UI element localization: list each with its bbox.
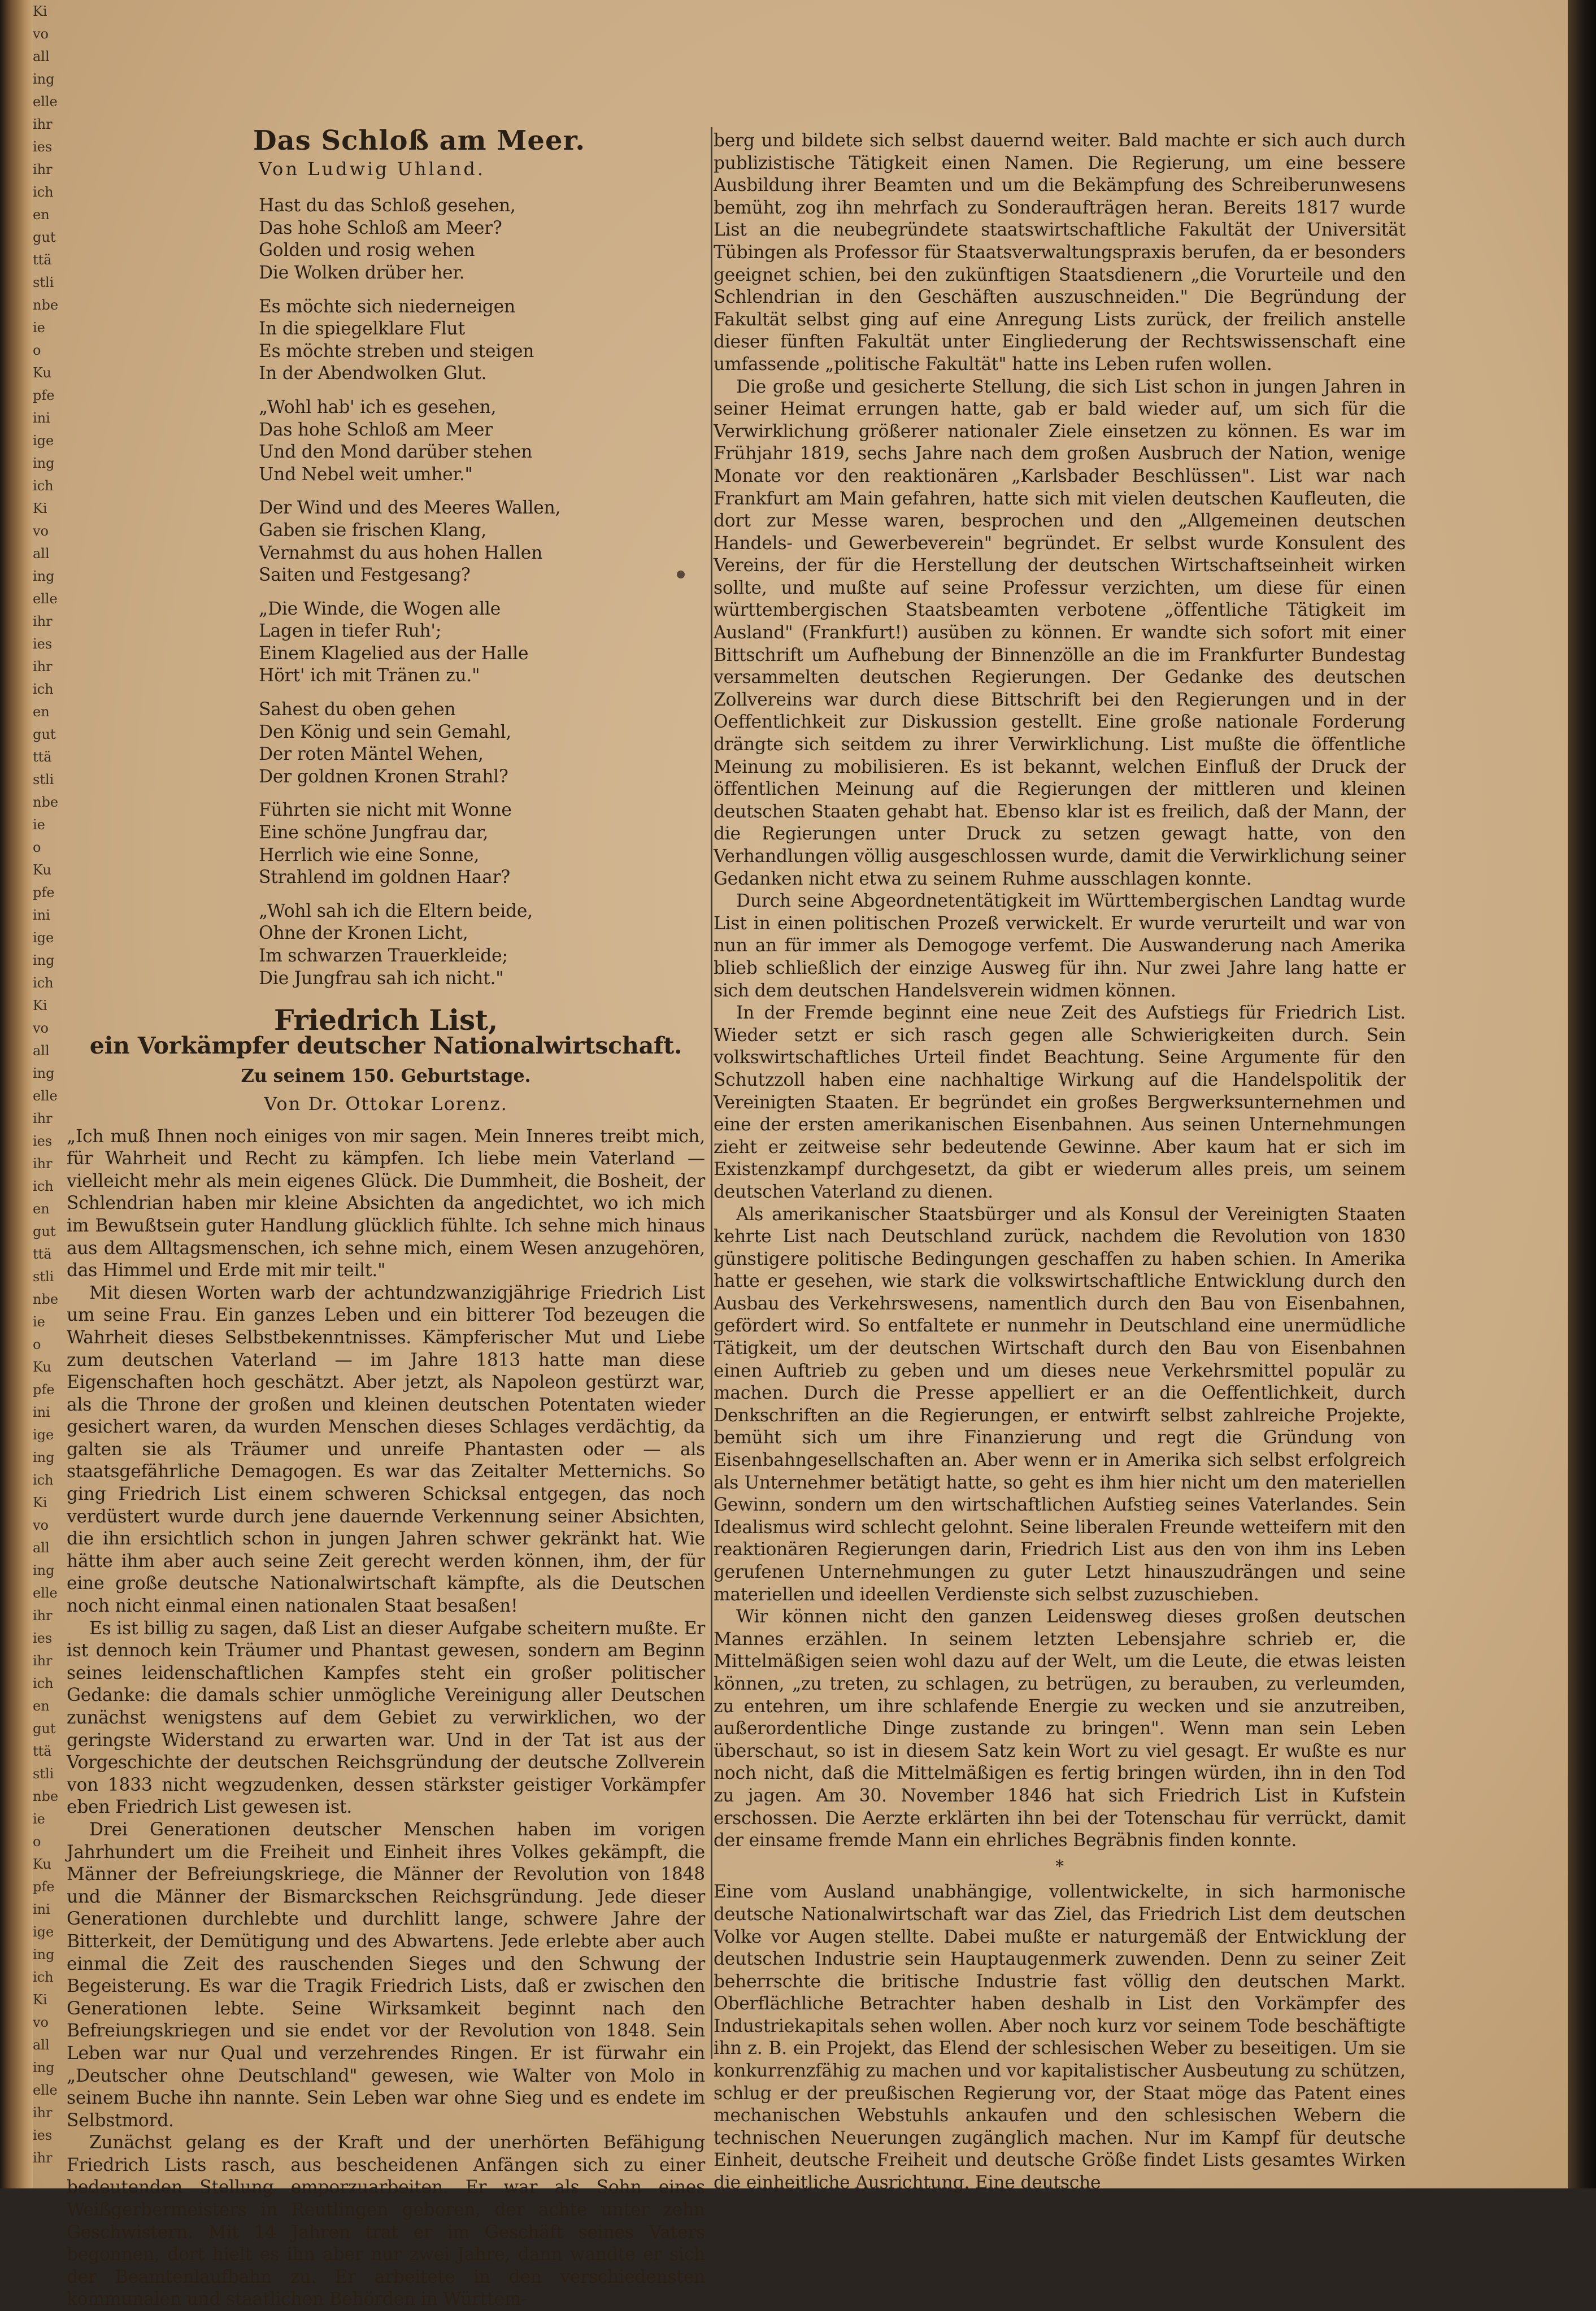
margin-fragment: all [33,2037,50,2053]
margin-fragment: ini [33,410,50,426]
margin-fragment: gut [33,726,56,742]
scan-edge-left [0,0,33,2188]
poem-line: Den König und sein Gemahl, [259,721,512,742]
article-paragraph: Als amerikanischer Staatsbürger und als Konsul der Vereinigten Staaten kehrte List nach Deutschland zurück, nachdem die Revolution von 1830 günstigere politische Bedingungen geschaffen zu haben schien. In Amerika hatte er gesehen, wie stark die volkswirtschaftliche Entwicklung durch den Ausbau des Verkehrswesens, namentlich durch den Bau von Eisenbahnen, gefördert wird. So entfaltete er nunmehr in Deutschland eine unermüdliche Tätigkeit, um der deutschen Wirtschaft durch den Bau von Eisenbahnen einen Auftrieb zu geben und um dieses neue Verkehrsmittel populär zu machen. Durch die Presse appelliert er an die Oeffentlichkeit, durch Denkschriften an die Regierungen, er entwirft selbst zahlreiche Projekte, bemüht sich um ihre Finanzierung und regt die Gründung von Eisenbahngesellschaften an. Aber wenn er in Amerika sich selbst erfolgreich als Unternehmer betätigt hatte, so geht es ihm hier nicht um den materiellen Gewinn, sondern um den wirtschaftlichen Aufstieg seines Vaterlandes. Sein Idealismus wird schlecht gelohnt. Seine liberalen Freunde wetteifern mit den reaktionären Regierungen darin, Friedrich List aus den von ihm ins Leben gerufenen Unternehmungen zu guter Letzt hinauszudrängen und seine materiellen und ideellen Verdienste sich selbst zuzuschieben. [714,1204,1406,1605]
article-occasion: Zu seinem 150. Geburtstage. [241,1065,531,1087]
margin-fragment: Ku [33,1856,51,1872]
margin-fragment: stli [33,1766,54,1782]
poem-line: Gaben sie frischen Klang, [259,520,486,541]
article-paragraph: Die große und gesicherte Stellung, die sich List schon in jungen Jahren in seiner Heimat errungen hatte, gab er bald wieder auf, um sich für die Verwirklichung größerer nationaler Ziele einsetzen zu können. Es war im Frühjahr 1819, sechs Jahre nach dem großen Ausbruch der Nation, wenige Monate vor den reaktionären „Karlsbader Beschlüssen". List war nach Frankfurt am Main gefahren, hatte sich mit vielen deutschen Kaufleuten, die dort zur Messe waren, besprochen und den „Allgemeinen deutschen Handels- und Gewerbeverein" begründet. Er selbst wurde Konsulent des Vereins, der für die Herstellung der deutschen Wirtschaftseinheit wirken sollte, und mußte auf seine Professur verzichten, um diese für einen württembergischen Staatsbeamten verbotene „öffentliche Tätigkeit im Ausland" (Frankfurt!) ausüben zu können. Er wandte sich sofort mit einer Bittschrift um Aufhebung der Binnenzölle an die im Frankfurter Bundestag versammelten deutschen Regierungen. Der Gedanke des deutschen Zollvereins war durch diese Bittschrift bei den Regierungen und in der Oeffentlichkeit zur Diskussion gestellt. Eine große nationale Forderung drängte sich seitdem zu ihrer Verwirklichung. List mußte die öffentliche Meinung zu mobilisieren. Es ist bekannt, welchen Einfluß der Druck der öffentlichen Meinung auf die Regierungen der mittleren und kleinen deutschen Staaten gehabt hat. Ebenso klar ist es freilich, daß der Mann, der die Regierungen unter Druck zu setzen gewagt hatte, von den Verhandlungen völlig ausgeschlossen wurde, damit die Verwirklichung seiner Gedanken nicht etwa zu seinem Ruhme ausschlagen konnte. [714,376,1406,889]
margin-fragment: en [33,1201,50,1217]
poem-stanza [259,195,705,284]
margin-fragment: ttä [33,252,52,268]
poem-line: Lagen in tiefer Ruh'; [259,621,442,642]
margin-fragment: ihr [33,659,53,674]
margin-fragment: ing [33,568,55,584]
margin-fragment: ing [33,952,55,968]
poem-stanza [259,598,705,687]
margin-fragment: ihr [33,2105,53,2121]
margin-fragment: stli [33,275,54,290]
margin-fragment: gut [33,229,56,245]
poem-line: Eine schöne Jungfrau dar, [259,822,489,843]
margin-fragment: o [33,1834,41,1849]
margin-fragment: vo [33,1517,49,1533]
article-subtitle: ein Vorkämpfer deutscher Nationalwirtschaft. [89,1032,682,1059]
margin-fragment: ing [33,2060,55,2075]
margin-fragment: ich [33,1969,54,1985]
margin-fragment: ttä [33,749,52,765]
margin-fragment: Ki [33,1992,47,2008]
poem-stanza [259,799,705,889]
margin-fragment: en [33,207,50,223]
margin-fragment: ini [33,1901,50,1917]
article-paragraph: „Ich muß Ihnen noch einiges von mir sagen. Mein Inneres treibt mich, für Wahrheit und Recht zu kämpfen. Ich liebe mein Vaterland — vielleicht mehr als mein eigenes Glück. Die Dummheit, die Bosheit, der Schlendrian haben mir kleine Absichten da angedichtet, wo ich mich im Bewußtsein guter Handlung glücklich fühlte. Ich sehne mich hinaus aus dem Alltagsmenschen, ich sehne mich, einem Wesen anzugehören, das Himmel und Erde mit mir teilt." [67,1126,705,1281]
margin-fragment: vo [33,1020,49,1036]
margin-fragment: ige [33,1924,54,1940]
margin-fragment: Ki [33,501,47,516]
poem-line: Und den Mond darüber stehen [259,442,533,463]
margin-fragment: Ku [33,862,51,878]
margin-fragment: ihr [33,162,53,177]
poem-line: Das hohe Schloß am Meer? [259,217,502,238]
poem-line: Der Wind und des Meeres Wallen, [259,498,561,519]
margin-fragment: ies [33,1133,53,1149]
margin-fragment: Ki [33,998,47,1013]
margin-fragment: Ki [33,3,47,19]
margin-fragment: ing [33,1947,55,1962]
article-left-text [67,1126,705,2311]
margin-fragment: Ku [33,1359,51,1375]
margin-fragment: all [33,1043,50,1059]
poem-stanza [259,699,705,788]
margin-fragment: en [33,704,50,720]
poem-line: Es möchte sich niederneigen [259,296,516,317]
margin-fragment: ich [33,478,54,494]
margin-fragment: ihr [33,613,53,629]
margin-fragment: ihr [33,1608,53,1624]
margin-fragment: ies [33,139,53,155]
margin-fragment: gut [33,1721,56,1736]
section-separator: * [1055,1856,1064,1877]
poem-line: Golden und rosig wehen [259,240,475,261]
poem-line: Der goldnen Kronen Strahl? [259,766,508,787]
margin-fragment: ini [33,1404,50,1420]
margin-fragment: all [33,49,50,64]
poem-title: Das Schloß am Meer. [253,125,586,156]
margin-fragment: nbe [33,794,59,810]
margin-fragment: ihr [33,1653,53,1669]
poem-line: In der Abendwolken Glut. [259,363,487,384]
margin-fragment: o [33,839,41,855]
poem-stanza [259,900,705,990]
margin-fragment: pfe [33,388,55,403]
poem-line: Einem Klagelied aus der Halle [259,643,529,664]
poem-line: Der roten Mäntel Wehen, [259,744,484,765]
poem-line: Hast du das Schloß gesehen, [259,195,516,216]
margin-fragment: ihr [33,2150,53,2166]
poem-line: „Die Winde, die Wogen alle [259,598,501,619]
article-paragraph: berg und bildete sich selbst dauernd weiter. Bald machte er sich auch durch publizistische Tätigkeit einen Namen. Die Regierung, um eine bessere Ausbildung ihrer Beamten und um die Bekämpfung des Schreiberunwesens bemüht, zog ihn mehrfach zu Sonderaufträgen heran. Bereits 1817 wurde List an die neubegründete staatswirtschaftliche Fakultät der Universität Tübingen als Professor für Staatsverwaltungspraxis berufen, da er besonders geeignet schien, bei den zukünftigen Staatsdienern „die Vorurteile und den Schlendrian in den Geschäften auszuschneiden." Die Begründung der Fakultät selbst ging auf eine Anregung Lists zurück, der freilich anstelle dieser fünften Fakultät unter Eingliederung der Rechtswissenschaft eine umfassende „politische Fakultät" hatte ins Leben rufen wollen. [714,130,1406,375]
margin-fragment: elle [33,1088,58,1104]
margin-fragment: en [33,1698,50,1714]
poem-line: Die Jungfrau sah ich nicht." [259,968,504,989]
margin-fragment: ing [33,1563,55,1578]
margin-fragment: ie [33,1811,45,1827]
poem-line: Vernahmst du aus hohen Hallen [259,542,543,563]
poem-line: „Wohl hab' ich es gesehen, [259,397,497,417]
poem-line: „Wohl sah ich die Eltern beide, [259,900,533,921]
margin-fragment: all [33,546,50,562]
newspaper-page [33,0,1568,2310]
margin-fragment: ies [33,2127,53,2143]
margin-fragment: vo [33,26,49,42]
margin-fragment: pfe [33,1382,55,1398]
margin-fragment: elle [33,591,58,607]
article-paragraph: Eine vom Ausland unabhängige, vollentwickelte, in sich harmonische deutsche Nationalwirtschaft war das Ziel, das Friedrich List dem deutschen Volke vor Augen stellte. Dabei mußte er naturgemäß der Entwicklung der deutschen Industrie sein Hauptaugenmerk zuwenden. Denn zu seiner Zeit beherrschte die britische Industrie fast völlig den deutschen Markt. Oberflächliche Betrachter haben deshalb in List den Vorkämpfer des Industriekapitals sehen wollen. Aber noch kurz vor seinem Tode beschäftigte ihn z. B. ein Projekt, das Elend der schlesischen Weber zu beseitigen. Um sie konkurrenzfähig zu machen und vor kapitalistischer Ausbeutung zu schützen, schlug er der preußischen Regierung vor, der Staat möge das Patent eines mechanischen Webstuhls ankaufen und den schlesischen Webern die technischen Neuerungen zugänglich machen. Nur im Kampf für deutsche Einheit, deutsche Freiheit und deutsche Größe findet Lists gesamtes Wirken die einheitliche Ausrichtung. Eine deutsche [714,1882,1406,2194]
margin-fragment: ing [33,1450,55,1465]
margin-fragment: o [33,342,41,358]
article-right-text-continued [714,1881,1406,2194]
poem-line: Es möchte streben und steigen [259,341,534,362]
margin-fragment: ihr [33,1156,53,1172]
article-paragraph: Mit diesen Worten warb der achtundzwanzigjährige Friedrich List um seine Frau. Ein ganzes Leben und ein bitterer Tod bezeugen die Wahrheit dieses Selbstbekenntnisses. Kämpferischer Mut und Liebe zum deutschen Vaterland — im Jahre 1813 hatte man diese Eigenschaften hoch geschätzt. Aber jetzt, als Napoleon gestürzt war, als die Throne der großen und kleinen deutschen Potentaten wieder gesichert waren, da wurden Menschen dieses Schlages verdächtig, da galten sie als Träumer und unreife Phantasten oder — als staatsgefährliche Demagogen. Es war das Zeitalter Metternichs. So ging Friedrich List einem schweren Schicksal entgegen, das noch verdüstert wurde durch jene dauernde Verkennung seiner Absichten, die ihn ersichtlich schon in jungen Jahren schwer gekränkt hat. Wie hätte ihm aber auch seine Zeit gerecht werden können, ihm, der für eine große deutsche Nationalwirtschaft kämpfte, als die Deutschen noch nicht einmal einen nationalen Staat besaßen! [67,1282,705,1617]
poem-stanza [259,497,705,586]
margin-fragment: ige [33,930,54,946]
margin-fragment: nbe [33,1291,59,1307]
scan-edge-right [1568,0,1596,2188]
margin-fragment: pfe [33,885,55,900]
margin-fragment: ttä [33,1246,52,1262]
poem-line: Sahest du oben gehen [259,699,456,720]
margin-fragment: pfe [33,1879,55,1895]
margin-fragment: Ku [33,365,51,381]
poem-author: Von Ludwig Uhland. [259,158,485,180]
margin-fragment: stli [33,772,54,787]
margin-fragment: elle [33,2082,58,2098]
margin-fragment: ie [33,817,45,833]
margin-fragment: all [33,1540,50,1556]
margin-fragment: ich [33,1675,54,1691]
article-paragraph: Es ist billig zu sagen, daß List an dieser Aufgabe scheitern mußte. Er ist dennoch kein Träumer und Phantast gewesen, sondern am Beginn seines leidenschaftlichen Kampfes steht ein großer politischer Gedanke: die damals schier unmögliche Vereinigung aller Deutschen zunächst wenigstens auf dem Gebiet zu verwirklichen, wo der geringste Widerstand zu erwarten war. Und in der Tat ist aus der Vorgeschichte der deutschen Reichsgründung der deutsche Zollverein von 1833 nicht wegzudenken, dessen stärkster geistiger Vorkämpfer eben Friedrich List gewesen ist. [67,1618,705,1818]
poem-line: Hört' ich mit Tränen zu." [259,665,480,686]
margin-fragment: ie [33,1314,45,1330]
margin-fragment: nbe [33,297,59,313]
poem-line: Führten sie nicht mit Wonne [259,800,512,821]
poem-line: Im schwarzen Trauerkleide; [259,946,508,966]
margin-fragment: ing [33,71,55,87]
margin-fragment: ihr [33,116,53,132]
margin-fragment: ige [33,433,54,449]
margin-fragment: o [33,1337,41,1352]
poem-body [67,195,705,990]
margin-fragment: ini [33,907,50,923]
margin-fragment: gut [33,1224,56,1239]
article-right-text [714,130,1406,1852]
column-rule [711,127,712,2059]
article-title: Friedrich List, [273,1003,498,1037]
margin-fragment: Ki [33,1495,47,1511]
margin-fragment: ie [33,320,45,336]
article-byline: Von Dr. Ottokar Lorenz. [264,1093,508,1115]
margin-fragment: ies [33,636,53,652]
margin-fragment: ihr [33,1111,53,1126]
article-paragraph: In der Fremde beginnt eine neue Zeit des Aufstiegs für Friedrich List. Wieder setzt er sich rasch gegen alle Schwierigkeiten durch. Sein volkswirtschaftliches Urteil findet Beachtung. Seine Argumente für den Schutzzoll haben eine nachhaltige Wirkung auf die Handelspolitik der Vereinigten Staaten. Er begründet ein großes Bergwerksunternehmen und eine der ersten amerikanischen Eisenbahnen. Aus seinen Unternehmungen zieht er zeitweise sehr bedeutende Gewinne. Aber kaum hat er sich im Existenzkampf durchgesetzt, da gibt er wiederum alles preis, um seinem deutschen Vaterland zu dienen. [714,1003,1406,1202]
margin-fragment: ich [33,1472,54,1488]
margin-fragment: elle [33,1585,58,1601]
margin-fragment: stli [33,1269,54,1285]
adjacent-page-margin [33,0,62,2188]
margin-fragment: ttä [33,1743,52,1759]
article-paragraph: Wir können nicht den ganzen Leidensweg dieses großen deutschen Mannes erzählen. In seinem letzten Lebensjahre schrieb er, die Mittelmäßigen seien wohl dazu auf der Welt, um die Leute, die etwas leisten können, „zu treten, zu schlagen, zu betrügen, zu berauben, zu verleumden, zu entehren, um ihre schlafende Energie zu wecken und sie anzutreiben, außerordentliche Dinge zustande zu bringen". Wenn man sein Leben überschaut, so ist in diesem Satz kein Wort zu viel gesagt. Er wußte es nur noch nicht, daß die Mittelmäßigen es fertig bringen würden, ihn in den Tod zu jagen. Am 30. November 1846 hat sich Friedrich List in Kufstein erschossen. Die Aerzte erklärten ihn bei der Totenschau für verrückt, damit der einsame fremde Mann ein ehrliches Begräbnis finden konnte. [714,1607,1406,1851]
margin-fragment: ing [33,1065,55,1081]
left-column [67,125,705,2311]
margin-fragment: ing [33,455,55,471]
poem-line: Und Nebel weit umher." [259,464,473,485]
margin-fragment: ies [33,1630,53,1646]
margin-fragment: elle [33,94,58,110]
poem-line: In die spiegelklare Flut [259,319,465,340]
margin-fragment: vo [33,2014,49,2030]
margin-fragment: vo [33,523,49,539]
margin-fragment: ich [33,184,54,200]
right-column [714,130,1406,2195]
poem-line: Saiten und Festgesang? [259,565,471,586]
poem-line: Das hohe Schloß am Meer [259,419,493,440]
margin-fragment: nbe [33,1788,59,1804]
poem-line: Herrlich wie eine Sonne, [259,845,480,865]
margin-fragment: ich [33,975,54,991]
article-paragraph: Drei Generationen deutscher Menschen haben im vorigen Jahrhundert um die Freiheit und Einheit ihres Volkes gekämpft, die Männer der Befreiungskriege, die Männer der Revolution von 1848 und die Männer der Bismarckschen Reichsgründung. Jede dieser Generationen durchlebte und durchlitt lange, schwere Jahre der Bitterkeit, der Demütigung und des Abwartens. Jede erlebte aber auch einmal die Zeit des rauschenden Sieges und den Schwung der Begeisterung. Es war die Tragik Friedrich Lists, daß er zwischen den Generationen lebte. Seine Wirksamkeit beginnt nach den Befreiungskriegen und sie endet vor der Revolution von 1848. Sein Leben war nur Qual und verzehrendes Ringen. Er ist fürwahr ein „Deutscher ohne Deutschland" gewesen, wie Walter von Molo in seinem Buche ihn nannte. Sein Leben war ohne Sieg und es endete im Selbstmord. [67,1819,705,2131]
article-paragraph: Zunächst gelang es der Kraft und der unerhörten Befähigung Friedrich Lists rasch, aus bescheidenen Anfängen sich zu einer bedeutenden Stellung emporzuarbeiten. Er war als Sohn eines Weißgerbermeisters in Reutlingen geboren, der achte unter zehn Geschwistern. Mit 14 Jahren trat er im Geschäft seines Vaters begonnen, dort hielt es ihn aber nur zwei Jahre, dann wandte er sich der Beamtenlaufbahn zu. Er arbeitete in den verschiedensten kommunalen und staatlichen Behörden in Württem- [67,2132,705,2310]
poem-line: Die Wolken drüber her. [259,262,465,283]
margin-fragment: ige [33,1427,54,1443]
poem-stanza [259,397,705,486]
poem-stanza [259,296,705,385]
margin-fragment: ich [33,1178,54,1194]
article-paragraph: Durch seine Abgeordnetentätigkeit im Württembergischen Landtag wurde List in einen politischen Prozeß verwickelt. Er wurde verurteilt und war von nun an für immer als Demogoge verfemt. Die Auswanderung nach Amerika blieb schließlich der einzige Ausweg für ihn. Nur zwei Jahre lang hatte er sich dem deutschen Handelsverein widmen können. [714,891,1406,1001]
poem-line: Ohne der Kronen Licht, [259,923,468,944]
margin-fragment: ich [33,681,54,697]
poem-line: Strahlend im goldnen Haar? [259,867,510,888]
